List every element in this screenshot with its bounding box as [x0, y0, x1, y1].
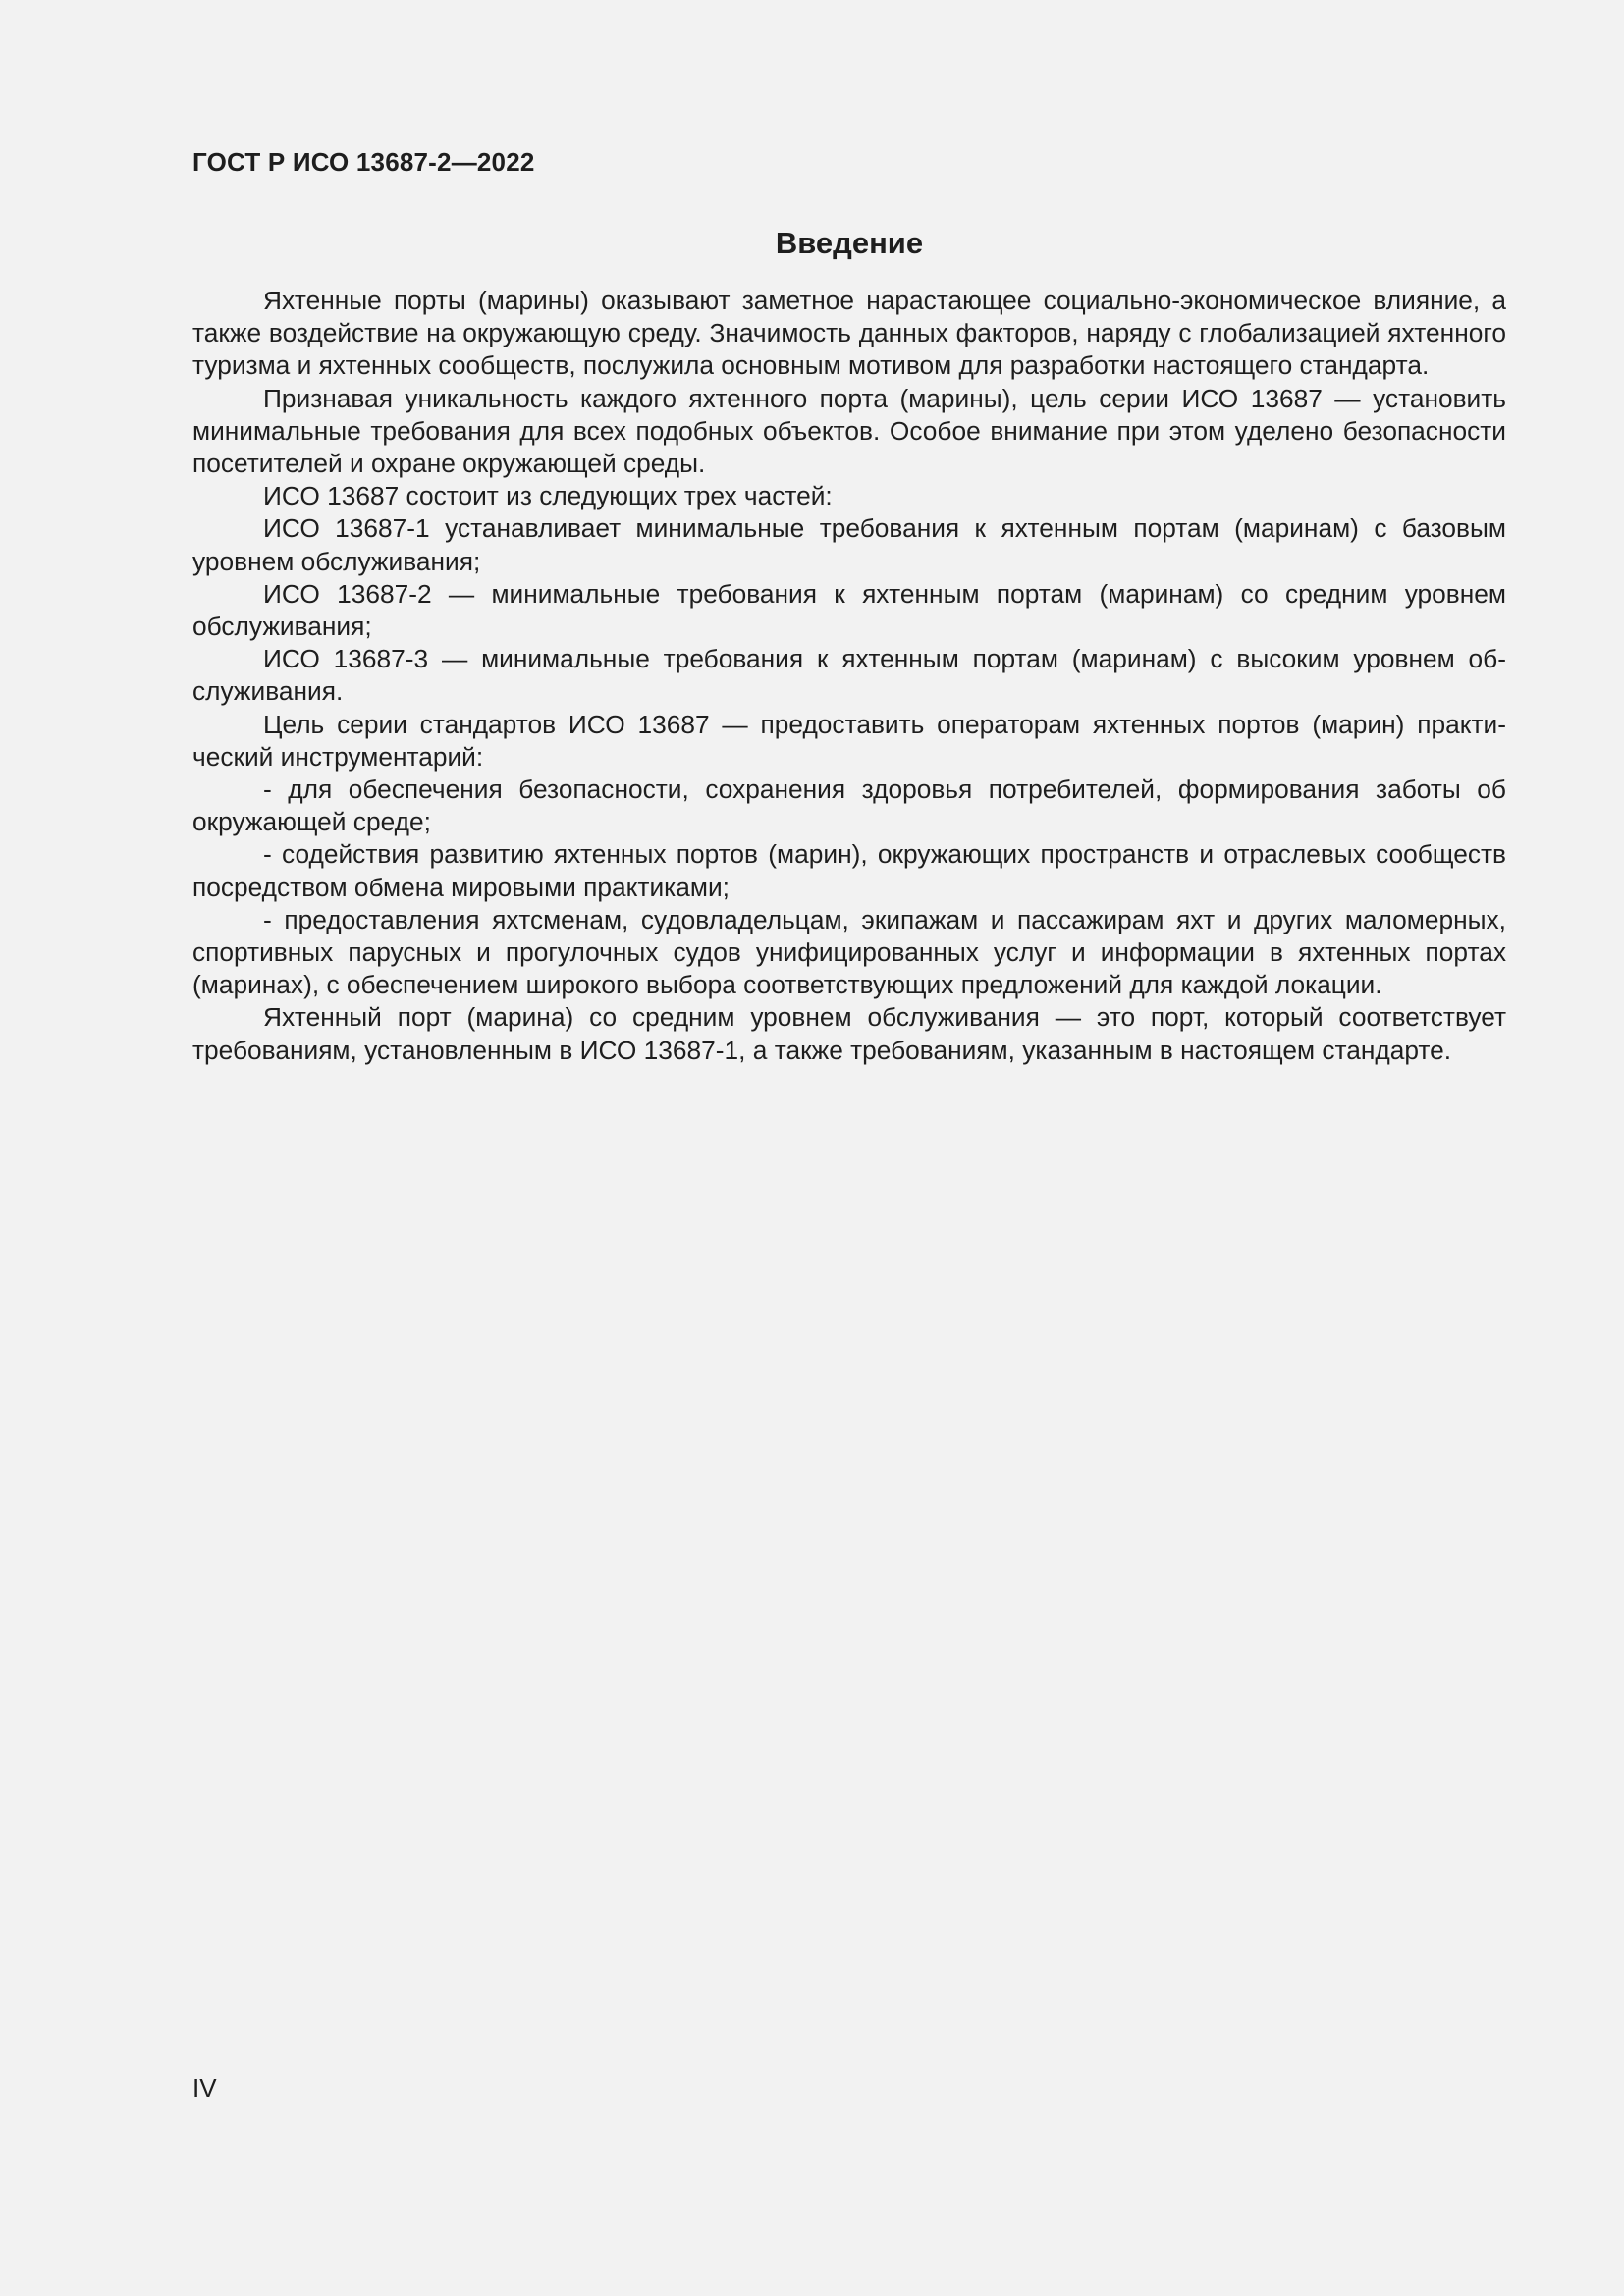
paragraph: Яхтенные порты (марины) оказывают заметное нарастающее социально-экономическое влияние, а также воздействие на окружающую среду. Значимость данных факторов, наряду с глобализацией яхтенного туризма и яхтенных сообществ, послужила основным мотивом для разработки настоящего стандарта.	[192, 286, 1506, 381]
paragraph: ИСО 13687-2 — минимальные требования к яхтенным портам (маринам) со средним уровнем обслуживания;	[192, 578, 1506, 642]
paragraph: Признавая уникальность каждого яхтенного порта (марины), цель серии ИСО 13687 — установить минимальные требования для всех подобных объектов. Особое внимание при этом уделено безопасности посетителей и охране окружающей среды.	[192, 383, 1506, 479]
paragraph: Яхтенный порт (марина) со средним уровнем обслуживания — это порт, который соответствует требованиям, установленным в ИСО 13687-1, а также требованиям, указанным в настоящем стандарте.	[192, 1002, 1506, 1065]
document-code-header: ГОСТ Р ИСО 13687-2—2022	[192, 147, 535, 177]
paragraph: ИСО 13687-3 — минимальные требования к яхтенным портам (маринам) с высоким уровнем обслуживания.	[192, 644, 1506, 707]
list-item: - для обеспечения безопасности, сохранения здоровья потребителей, формирования заботы об окружающей среде;	[192, 774, 1506, 837]
paragraph: Цель серии стандартов ИСО 13687 — предоставить операторам яхтенных портов (марин) практический инструментарий:	[192, 709, 1506, 772]
list-item: - предоставления яхтсменам, судовладельцам, экипажам и пассажирам яхт и других маломерных, спортивных парусных и прогулочных судов унифицированных услуг и информации в яхтенных портах (маринах), с обеспечением широкого выбора соответствующих предложений для каждой локации.	[192, 904, 1506, 1000]
list-item: - содействия развитию яхтенных портов (марин), окружающих пространств и отраслевых сообществ посредством обмена мировыми практиками;	[192, 839, 1506, 902]
introduction-body	[192, 285, 1506, 1067]
section-title: Введение	[775, 226, 924, 260]
paragraph: ИСО 13687 состоит из следующих трех частей:	[263, 481, 833, 511]
paragraph: ИСО 13687-1 устанавливает минимальные требования к яхтенным портам (маринам) с базовым уровнем обслуживания;	[192, 513, 1506, 576]
page-number: IV	[192, 2073, 217, 2103]
